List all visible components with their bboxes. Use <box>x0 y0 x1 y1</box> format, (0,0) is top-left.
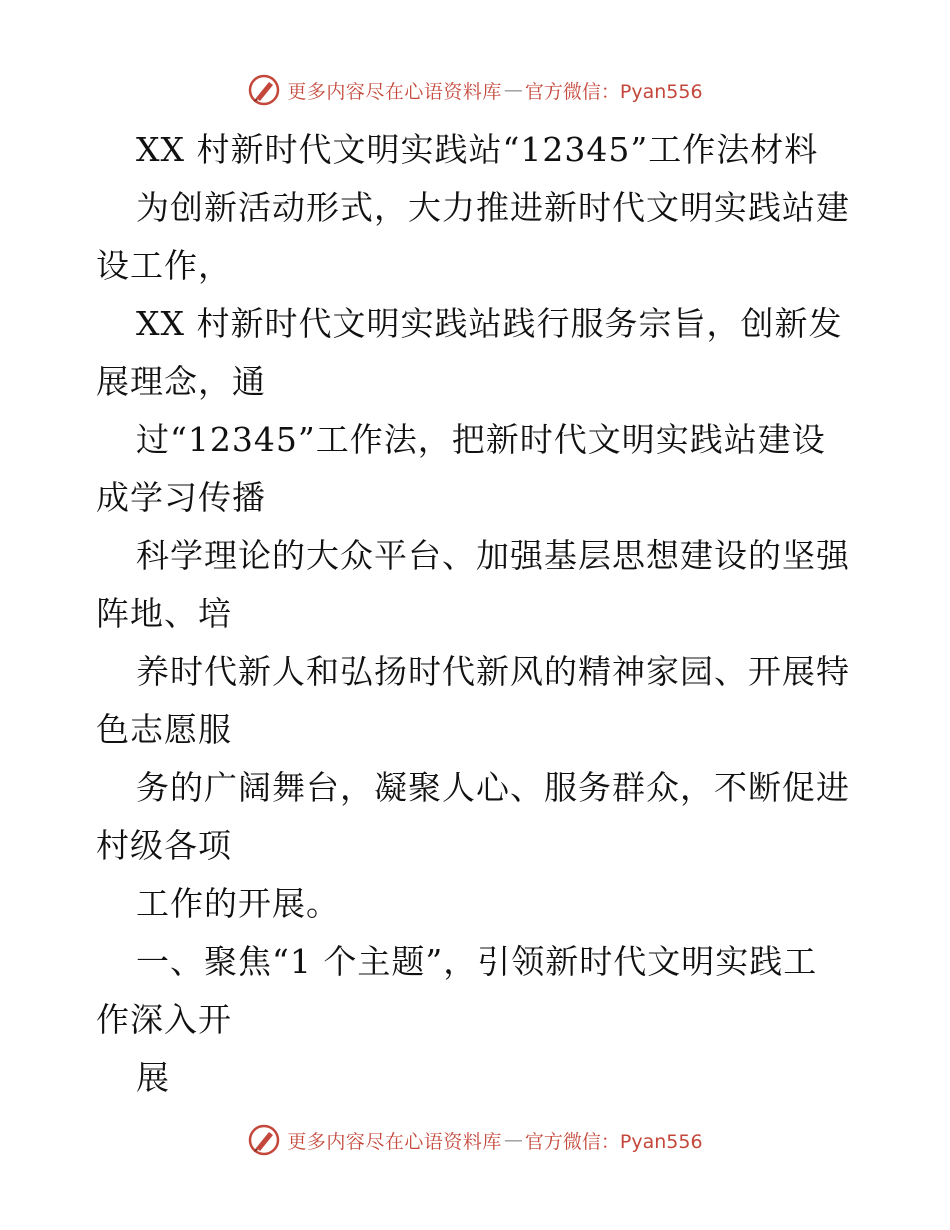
banner-contact: 官方微信：Pyan556 <box>524 1130 703 1153</box>
document-title: XX 村新时代文明实践站“12345”工作法材料 <box>136 130 819 169</box>
banner-separator: — <box>503 79 523 101</box>
banner-separator: — <box>503 1129 523 1151</box>
text-line: 展理念，通 <box>96 362 266 401</box>
text-line: 作深入开 <box>96 1000 232 1039</box>
section-heading: 一、聚焦“1 个主题”，引领新时代文明实践工 <box>136 942 818 981</box>
banner-text: 更多内容尽在心语资料库 <box>287 1130 502 1153</box>
pen-logo-icon <box>247 1123 281 1157</box>
footer-banner <box>0 1120 950 1160</box>
text-line: 务的广阔舞台，凝聚人心、服务群众，不断促进 <box>136 768 850 807</box>
text-line: 设工作， <box>96 246 232 285</box>
text-line: 成学习传播 <box>96 478 266 517</box>
banner-contact: 官方微信：Pyan556 <box>524 80 703 103</box>
text-line: 村级各项 <box>96 826 232 865</box>
text-line: 工作的开展。 <box>136 884 340 923</box>
text-line: XX 村新时代文明实践站践行服务宗旨，创新发 <box>136 304 843 343</box>
header-banner <box>0 70 950 110</box>
text-line: 展 <box>136 1058 170 1097</box>
text-line: 色志愿服 <box>96 710 232 749</box>
text-line: 科学理论的大众平台、加强基层思想建设的坚强 <box>136 536 850 575</box>
pen-logo-icon <box>247 73 281 107</box>
text-line: 过“12345”工作法，把新时代文明实践站建设 <box>136 420 826 459</box>
text-line: 阵地、培 <box>96 594 232 633</box>
banner-text: 更多内容尽在心语资料库 <box>287 80 502 103</box>
document-body <box>96 121 856 1107</box>
text-line: 为创新活动形式，大力推进新时代文明实践站建 <box>136 188 850 227</box>
text-line: 养时代新人和弘扬时代新风的精神家园、开展特 <box>136 652 850 691</box>
